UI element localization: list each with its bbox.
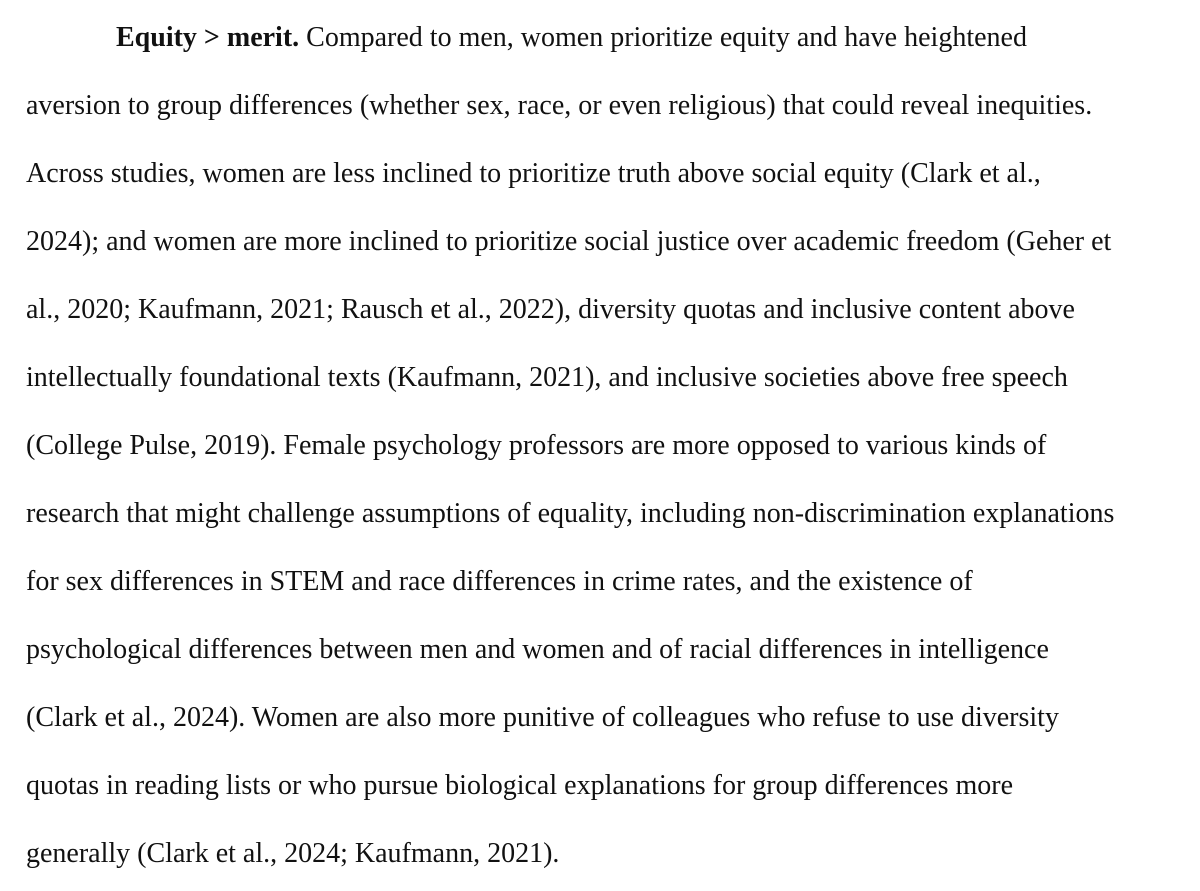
paragraph-line-10: psychological differences between men and women and of racial differences in intelligence [26,634,1049,665]
paragraph-line-1 [116,20,1027,56]
paragraph-line-5: al., 2020; Kaufmann, 2021; Rausch et al., 2022), diversity quotas and inclusive content above [26,294,1075,325]
paragraph-line-12: quotas in reading lists or who pursue biological explanations for group differences more [26,770,1014,801]
paragraph-line-4: 2024); and women are more inclined to prioritize social justice over academic freedom (Geher et [26,226,1112,257]
paragraph-line-6: intellectually foundational texts (Kaufmann, 2021), and inclusive societies above free speech [26,362,1068,393]
paragraph-line-13: generally (Clark et al., 2024; Kaufmann, 2021). [26,838,560,869]
section-heading: Equity > merit. [116,22,300,53]
paragraph-line-8: research that might challenge assumptions of equality, including non-discrimination explanations [26,498,1115,529]
paragraph-line-9: for sex differences in STEM and race differences in crime rates, and the existence of [26,566,973,597]
paragraph-line-7: (College Pulse, 2019). Female psychology professors are more opposed to various kinds of [26,430,1047,461]
paragraph-line-1-text: Compared to men, women prioritize equity and have heightened [299,22,1027,53]
paragraph-line-11: (Clark et al., 2024). Women are also more punitive of colleagues who refuse to use diversity [26,702,1059,733]
paragraph-line-3: Across studies, women are less inclined to prioritize truth above social equity (Clark et al., [26,158,1041,189]
paragraph-line-2: aversion to group differences (whether sex, race, or even religious) that could reveal inequities. [26,90,1093,121]
